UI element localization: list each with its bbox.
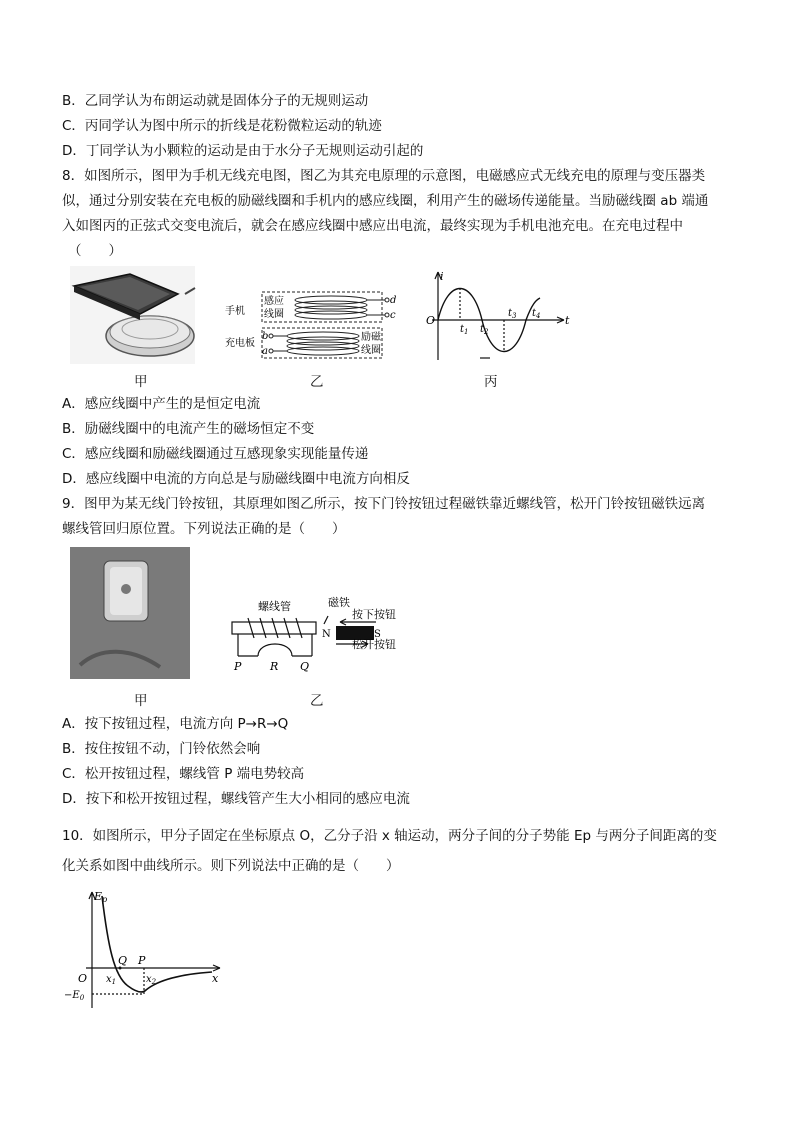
phone-label: 手机 xyxy=(225,306,245,317)
point-q-label: Q xyxy=(118,954,128,967)
solenoid-label: 螺线管 xyxy=(258,600,291,613)
excitation-coil-label-2: 线圈 xyxy=(361,345,381,356)
tick-x1: $x_1$ xyxy=(106,974,117,986)
excitation-coil-label-1: 励磁 xyxy=(361,332,381,343)
tick-t1: $t_1$ xyxy=(460,324,469,336)
minus-e0-label: $-E_0$ xyxy=(64,990,85,1002)
q9-option-b: B．按住按钮不动，门铃依然会响 xyxy=(62,741,261,757)
q9-figure-jia-caption: 甲 xyxy=(134,693,148,709)
q10-stem-line-2: 化关系如图中曲线所示。则下列说法中正确的是（ ） xyxy=(62,858,400,874)
point-p-label: P xyxy=(138,954,146,967)
coil-principle-diagram xyxy=(225,288,395,360)
q10-stem-line-1: 10．如图所示，甲分子固定在坐标原点 O，乙分子沿 x 轴运动，两分子间的分子势能 Ep 与两分子间距离的变 xyxy=(62,828,717,844)
origin-o-label: O xyxy=(78,972,88,985)
q8-answer-blank: （ ） xyxy=(68,243,122,259)
q8-figure-yi-caption: 乙 xyxy=(310,374,324,390)
q9-stem-line-2: 螺线管回归原位置。下列说法正确的是（ ） xyxy=(62,521,346,537)
magnet-label: 磁铁 xyxy=(328,596,350,609)
axis-t-label: t xyxy=(565,314,570,327)
induction-coil-label-2: 线圈 xyxy=(264,309,284,320)
tick-t4: $t_4$ xyxy=(532,308,541,320)
north-pole-label: N xyxy=(322,629,331,640)
potential-energy-graph xyxy=(62,886,232,1012)
tick-t3: $t_3$ xyxy=(508,308,517,320)
press-button-label: 按下按钮 xyxy=(352,608,396,621)
q8-figure-bing-caption: 丙 xyxy=(484,374,498,390)
q9-stem-line-1: 9．图甲为某无线门铃按钮，其原理如图乙所示，按下门铃按钮过程磁铁靠近螺线管，松开门铃按钮磁铁远离 xyxy=(62,496,706,512)
induction-coil-label-1: 感应 xyxy=(264,296,284,307)
q8-stem-line-1: 8．如图所示，图甲为手机无线充电图，图乙为其充电原理的示意图，电磁感应式无线充电的原理与变压器类 xyxy=(62,168,706,184)
q8-option-d: D．感应线圈中电流的方向总是与励磁线圈中电流方向相反 xyxy=(62,471,410,487)
origin-label: O xyxy=(426,314,436,327)
tick-x2: $x_2$ xyxy=(146,974,157,986)
q9-option-c: C．松开按钮过程，螺线管 P 端电势较高 xyxy=(62,766,305,782)
tick-t2: $t_2$ xyxy=(480,324,489,336)
sine-current-graph xyxy=(424,268,574,364)
terminal-q: Q xyxy=(300,660,310,673)
q9-figure-yi-caption: 乙 xyxy=(310,693,324,709)
charging-pad-label: 充电板 xyxy=(225,338,255,349)
q7-option-c: C．丙同学认为图中所示的折线是花粉微粒运动的轨迹 xyxy=(62,118,382,134)
doorbell-button-photo xyxy=(70,547,190,679)
q7-option-d: D．丁同学认为小颗粒的运动是由于水分子无规则运动引起的 xyxy=(62,143,424,159)
q8-stem-line-3: 入如图丙的正弦式交变电流后，就会在感应线圈中感应出电流，最终实现为手机电池充电。在充电过程中 xyxy=(62,218,683,234)
terminal-d: d xyxy=(390,295,397,306)
terminal-p: P xyxy=(234,660,242,673)
south-pole-label: S xyxy=(374,629,381,640)
axis-x-label: x xyxy=(212,972,219,985)
q8-stem-line-2: 似，通过分别安装在充电板的励磁线圈和手机内的感应线圈，利用产生的磁场传递能量。当励磁线圈 ab 端通 xyxy=(62,193,709,209)
q8-figure-jia-caption: 甲 xyxy=(134,374,148,390)
q8-option-b: B．励磁线圈中的电流产生的磁场恒定不变 xyxy=(62,421,315,437)
q9-option-a: A．按下按钮过程，电流方向 P→R→Q xyxy=(62,716,289,732)
q8-option-a: A．感应线圈中产生的是恒定电流 xyxy=(62,396,261,412)
resistor-r: R xyxy=(270,660,279,673)
phone-charger-photo xyxy=(70,266,195,364)
axis-i-label: i xyxy=(440,270,444,283)
terminal-c: c xyxy=(390,310,396,321)
q8-option-c: C．感应线圈和励磁线圈通过互感现象实现能量传递 xyxy=(62,446,369,462)
release-button-label: 松开按钮 xyxy=(352,638,396,651)
solenoid-magnet-diagram xyxy=(228,594,413,678)
q7-option-b: B．乙同学认为布朗运动就是固体分子的无规则运动 xyxy=(62,93,369,109)
q9-option-d: D．按下和松开按钮过程，螺线管产生大小相同的感应电流 xyxy=(62,791,410,807)
terminal-b: b xyxy=(262,331,269,342)
terminal-a: a xyxy=(262,346,268,357)
axis-ep-label: Ep xyxy=(94,890,108,904)
